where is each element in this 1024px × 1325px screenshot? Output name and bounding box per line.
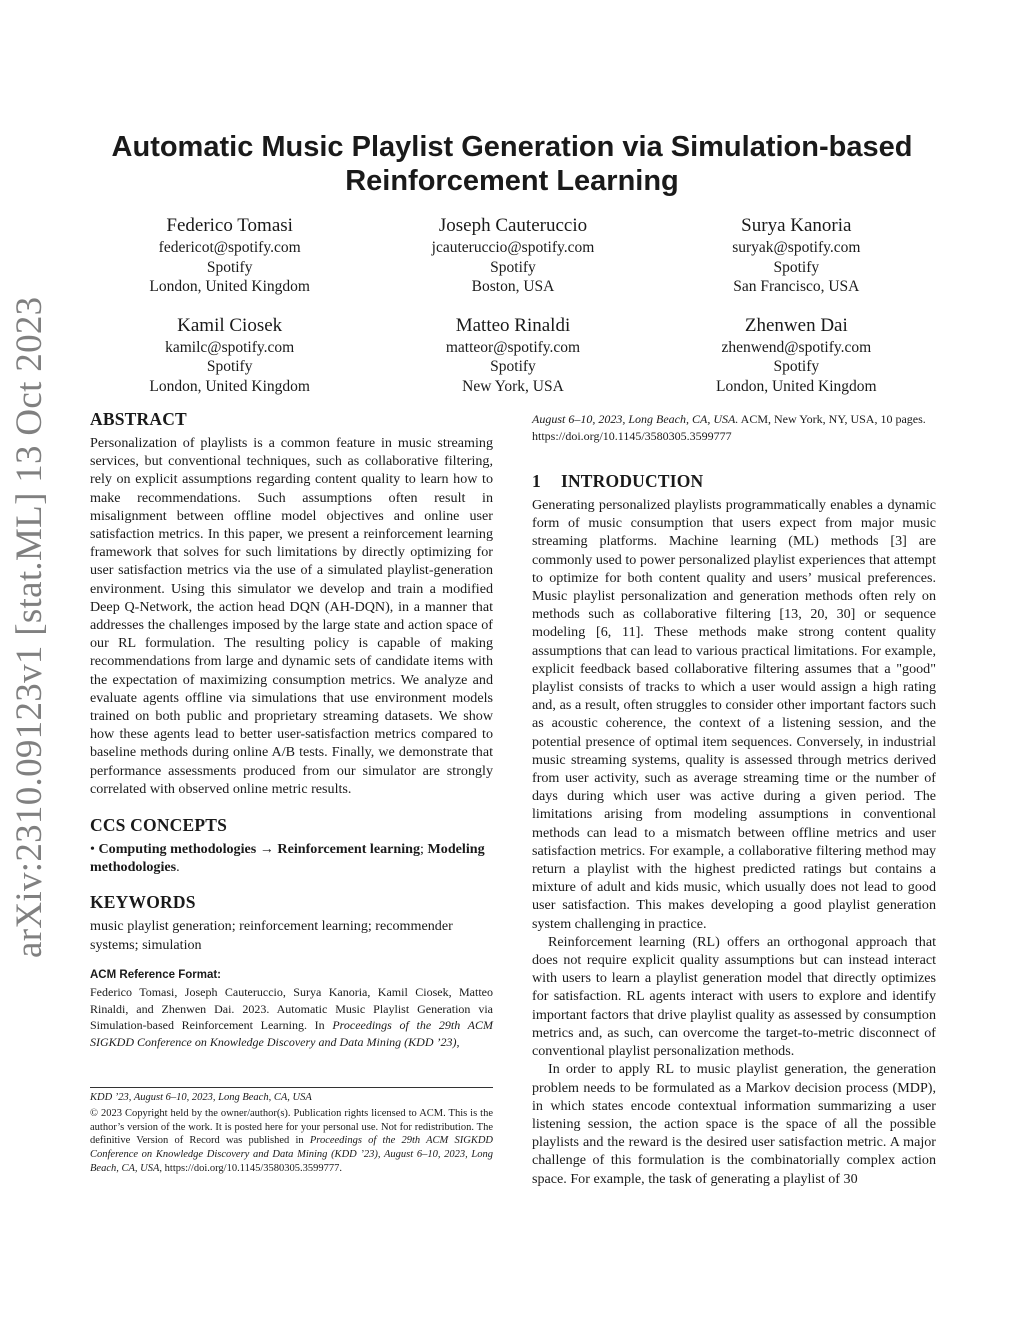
acm-reference-text <box>90 984 493 1051</box>
author-location: London, United Kingdom <box>716 377 877 395</box>
author-email[interactable]: suryak@spotify.com <box>732 239 861 256</box>
author-email[interactable]: kamilc@spotify.com <box>165 338 295 356</box>
footnote-venue: KDD ’23, August 6–10, 2023, Long Beach, CA, USA <box>90 1092 312 1103</box>
author-affiliation: Spotify <box>206 358 253 375</box>
footnote-doi-link[interactable]: , https://doi.org/10.1145/3580305.3599777. <box>159 1162 342 1174</box>
ccs-end: . <box>176 859 180 876</box>
left-column <box>90 408 493 1051</box>
keywords-section <box>90 891 493 953</box>
intro-paragraph-2: Reinforcement learning (RL) offers an orthogonal approach that does not require explicit quality assumptions but can instead interact with users to learn a playlist generation model that directly optimizes for satisfaction. RL agents interact with users to explore and identify important factors that drive playlist quality as assessed by consumption metrics and, as such, can overcome the target-to-metric disconnect of conventional playlist personalization methods. <box>532 933 936 1060</box>
author-location: London, United Kingdom <box>149 278 310 295</box>
author-email[interactable]: zhenwend@spotify.com <box>721 338 872 356</box>
introduction-heading <box>532 470 936 492</box>
intro-paragraph-3: In order to apply RL to music playlist generation, the generation problem needs to be formulated as a Markov decision process (MDP), in which states encode contextual information summarizing a user listening session, the action space is the space of all the possible playlists and the reward is the desired user satisfaction metric. A major challenge of this formulation is the combinatorially complex action space. For example, the task of generating a playlist of 30 <box>532 1061 936 1187</box>
intro-paragraph-1: Generating personalized playlists programmatically enables a dynamic form of music consumption that users expect from major music streaming platforms. Machine learning (ML) methods [3] are commonly used to power personalized playlist experiences that attempt to optimize for both content quality and users’ musical preferences. Music playlist personalization and generation methods often rely on methods such as collaborative filtering [13, 20, 30] or sequence modeling [6, 11]. These methods make strong content quality assumptions that can lead to various practical limitations. For example, explicit feedback based collaborative filtering assumes that a "good" playlist consists of tracks to which a user would assign a high rating and, as a result, often struggles to consider other important factors such as acoustic coherence, the context of a listening session, and the potential presence of optimal item sequences. Conversely, in industrial music streaming systems, quality is assessed through metrics derived from user activity, such as average streaming time or the number of days during which user was active during a given period. The limitations arising from modeling assumptions in conventional methods can lead to a mismatch between offline metrics and user satisfaction metrics. For example, a collaborative filtering method may return a playlist with the highest predicted ratings but contains a mixture of adult and kids music, which usually does not lead to good user satisfaction. This makes developing a good playlist generation system challenging in practice. <box>532 497 936 932</box>
author-name: Kamil Ciosek <box>177 314 283 336</box>
ccs-concept-modeling: Modeling methodologies <box>90 841 485 876</box>
author-name: Matteo Rinaldi <box>455 314 571 336</box>
ccs-separator: ; <box>420 841 424 858</box>
author-card <box>371 214 654 297</box>
author-affiliation: Spotify <box>773 258 820 276</box>
acm-reference-heading: ACM Reference Format: <box>90 968 221 981</box>
section-title: INTRODUCTION <box>560 471 704 491</box>
keywords-text: music playlist generation; reinforcement learning; recommender systems; simulation <box>90 918 453 953</box>
ccs-bullet: • <box>90 841 95 858</box>
author-block <box>88 214 938 413</box>
arxiv-identifier-stamp: arXiv:2310.09123v1 [stat.ML] 13 Oct 2023 <box>9 296 50 958</box>
acm-reference-doi[interactable]: ACM, New York, NY, USA, 10 pages. https://doi.org/10.1145/3580305.3599777 <box>532 412 926 443</box>
author-name: Joseph Cauteruccio <box>438 215 588 236</box>
author-email[interactable]: jcauteruccio@spotify.com <box>431 239 595 256</box>
acm-reference-continuation <box>532 411 936 444</box>
abstract-heading: ABSTRACT <box>90 409 187 429</box>
author-card <box>88 314 371 397</box>
author-location: New York, USA <box>462 377 564 395</box>
ccs-arrow: → <box>259 841 274 858</box>
ccs-concept-rl: Reinforcement learning <box>277 841 421 858</box>
author-card <box>371 314 654 397</box>
author-affiliation: Spotify <box>490 358 536 375</box>
section-number: 1 <box>532 471 541 491</box>
ccs-concepts-section <box>90 814 493 876</box>
acm-reference-citation: Federico Tomasi, Joseph Cauteruccio, Surya Kanoria, Kamil Ciosek, Matteo Rinaldi, and Zhenwen Dai. 2023. Automatic Music Playlist Generation via Simulation-based Reinforcement Learning. In <box>90 984 493 1033</box>
author-location: San Francisco, USA <box>733 278 860 295</box>
author-card <box>88 214 371 297</box>
author-email[interactable]: federicot@spotify.com <box>158 239 301 256</box>
author-location: Boston, USA <box>471 278 555 295</box>
ccs-concept-computing: Computing methodologies <box>98 841 257 858</box>
acm-reference-proceedings: Proceedings of the 29th ACM SIGKDD Conference on Knowledge Discovery and Data Mining (KDD ’23), <box>90 1018 493 1050</box>
author-name: Federico Tomasi <box>166 215 293 236</box>
author-card <box>655 314 938 397</box>
footnote-copyright-text: © 2023 Copyright held by the owner/author(s). Publication rights licensed to ACM. This is the author’s version of the work. It is posted here for your personal use. Not for redistribution. The definitive Version of Record was published in <box>90 1107 493 1147</box>
author-name: Surya Kanoria <box>741 215 852 236</box>
footnote-copyright <box>90 1107 493 1176</box>
copyright-footnote <box>90 1091 493 1176</box>
author-affiliation: Spotify <box>773 358 820 375</box>
author-affiliation: Spotify <box>490 258 536 276</box>
footnote-proceedings: Proceedings of the 29th ACM SIGKDD Conference on Knowledge Discovery and Data Mining (KDD ’23), August 6–10, 2023, Long Beach, CA, USA <box>90 1135 493 1174</box>
author-email[interactable]: matteor@spotify.com <box>445 338 581 356</box>
author-location: London, United Kingdom <box>149 377 310 395</box>
author-affiliation: Spotify <box>206 258 253 276</box>
author-name: Zhenwen Dai <box>744 314 848 336</box>
footnote-divider <box>90 1087 493 1088</box>
right-column <box>532 411 936 1188</box>
paper-title: Automatic Music Playlist Generation via Simulation-based Reinforcement Learning <box>111 131 913 197</box>
keywords-heading: KEYWORDS <box>90 892 196 913</box>
acm-reference-dates: August 6–10, 2023, Long Beach, CA, USA. <box>532 412 739 426</box>
ccs-text <box>90 840 493 876</box>
ccs-heading: CCS CONCEPTS <box>90 815 228 836</box>
author-card <box>655 214 938 297</box>
author-row <box>88 214 938 297</box>
abstract-text: Personalization of playlists is a common feature in music streaming services, but conventional techniques, such as collaborative filtering, rely on explicit assumptions regarding content quality to learn how to make recommendations. Such assumptions often result in misalignment between offline model objectives and online user satisfaction metrics. In this paper, we present a reinforcement learning framework that solves for such limitations by directly optimizing for user satisfaction metrics via the use of a simulated playlist-generation environment. Using this simulator we develop and train a modified Deep Q-Network, the action head DQN (AH-DQN), in a manner that addresses the challenges imposed by the large state and action space of our RL formulation. The resulting policy is capable of making recommendations from large and dynamic sets of candidate items with the expectation of maximizing consumption metrics. We analyze and evaluate agents offline via simulations that use environment models trained on both public and proprietary streaming datasets. We show how these agents lead to better user-satisfaction metrics compared to baseline methods during online A/B tests. Finally, we demonstrate that performance assessments produced from our simulator are strongly correlated with observed online metric results. <box>90 435 493 797</box>
author-row <box>88 314 938 397</box>
